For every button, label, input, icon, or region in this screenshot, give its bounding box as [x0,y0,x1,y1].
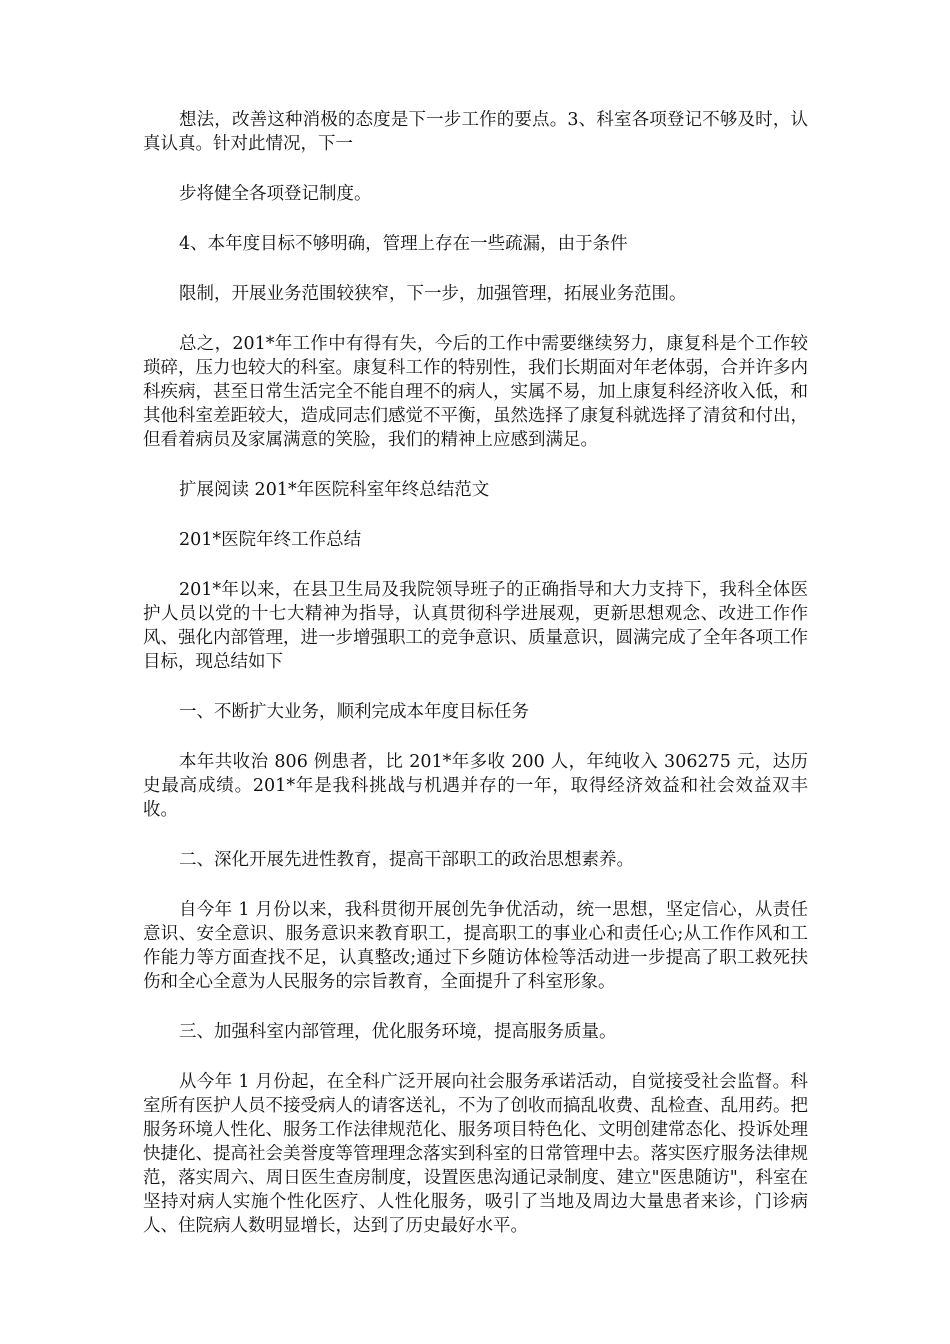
section-heading-1: 一、不断扩大业务，顺利完成本年度目标任务 [179,702,529,722]
section-heading-2: 二、深化开展先进性教育，提高干部职工的政治思想素养。 [179,850,634,870]
paragraph-4: 限制，开展业务范围较狭窄，下一步，加强管理，拓展业务范围。 [179,284,687,304]
summary-title: 201*医院年终工作总结 [179,530,362,550]
paragraph-section-1: 本年共收治 806 例患者，比 201*年多收 200 人，年纯收入 306275 元，达历史最高成绩。201*年是我科挑战与机遇并存的一年，取得经济效益和社会效益双丰收。 [143,752,808,820]
paragraph-1: 想法，改善这种消极的态度是下一步工作的要点。3、科室各项登记不够及时，认真认真。针对此情况，下一 [143,110,808,154]
paragraph-2: 步将健全各项登记制度。 [179,184,372,204]
paragraph-section-3: 从今年 1 月份起，在全科广泛开展向社会服务承诺活动，自觉接受社会监督。科室所有医护人员不接受病人的请客送礼，不为了创收而搞乱收费、乱检查、乱用药。把服务环境人性化、服务工作法律规范化、服务项目特色化、文明创建常态化、投诉处理快捷化、提高社会美誉度等管理理念落实到科室的日常管理中去。落实医疗服务法律规范，落实周六、周日医生查房制度，设置医患沟通记录制度、建立"医患随访"，科室在坚持对病人实施个性化医疗、人性化服务，吸引了当地及周边大量患者来诊，门诊病人、住院病人数明显增长，达到了历史最好水平。 [143,1072,808,1236]
section-heading-3: 三、加强科室内部管理，优化服务环境，提高服务质量。 [179,1022,617,1042]
document-body [143,108,808,1238]
paragraph-3: 4、本年度目标不够明确，管理上存在一些疏漏，由于条件 [179,234,628,254]
extended-reading-heading: 扩展阅读 201*年医院科室年终总结范文 [179,480,490,500]
paragraph-5: 总之，201*年工作中有得有失，今后的工作中需要继续努力，康复科是个工作较琐碎，压力也较大的科室。康复科工作的特别性，我们长期面对年老体弱，合并许多内科疾病，甚至日常生活完全不能自理不的病人，实属不易，加上康复科经济收入低，和其他科室差距较大，造成同志们感觉不平衡，虽然选择了康复科就选择了清贫和付出，但看着病员及家属满意的笑脸，我们的精神上应感到满足。 [143,334,808,450]
paragraph-intro: 201*年以来，在县卫生局及我院领导班子的正确指导和大力支持下，我科全体医护人员以党的十七大精神为指导，认真贯彻科学进展观，更新思想观念、改进工作作风、强化内部管理，进一步增强职工的竞争意识、质量意识，圆满完成了全年各项工作目标，现总结如下 [143,580,808,672]
paragraph-section-2: 自今年 1 月份以来，我科贯彻开展创先争优活动，统一思想，坚定信心，从责任意识、安全意识、服务意识来教育职工，提高职工的事业心和责任心;从工作作风和工作能力等方面查找不足，认真整改;通过下乡随访体检等活动进一步提高了职工救死扶伤和全心全意为人民服务的宗旨教育，全面提升了科室形象。 [143,900,808,992]
